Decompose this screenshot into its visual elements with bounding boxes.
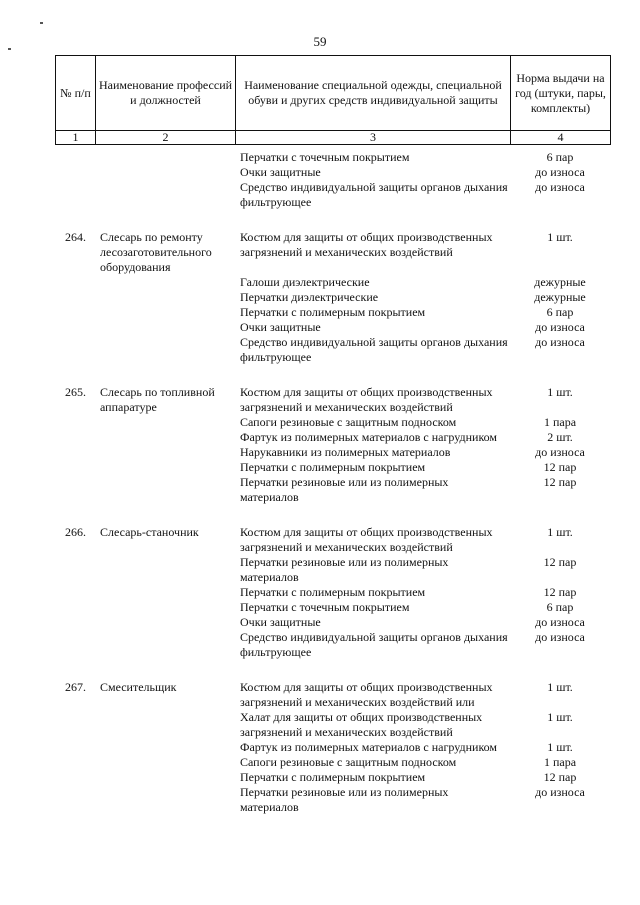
table-row bbox=[55, 460, 610, 475]
header-col-norm: Норма выдачи на год (штуки, пары, комплекты) bbox=[511, 56, 611, 131]
item-name: Перчатки с полимерным покрытием bbox=[240, 305, 426, 319]
item-name: Средство индивидуальной защиты органов дыхания фильтрующее bbox=[240, 630, 508, 659]
item-name: Халат для защиты от общих производственных загрязнений и механических воздействий bbox=[240, 710, 483, 739]
profession-group-264 bbox=[55, 230, 610, 365]
item-norm: до износа bbox=[535, 335, 585, 349]
item-norm: 1 пара bbox=[543, 755, 577, 769]
table-row bbox=[55, 770, 610, 785]
item-name: Очки защитные bbox=[240, 320, 321, 334]
item-name: Фартук из полимерных материалов с нагрудником bbox=[240, 430, 498, 444]
scan-artifact bbox=[40, 22, 43, 24]
table-row bbox=[55, 755, 610, 770]
profession-group-266 bbox=[55, 525, 610, 660]
item-name: Костюм для защиты от общих производственных загрязнений и механических воздействий bbox=[240, 230, 493, 259]
table-row bbox=[55, 430, 610, 445]
item-norm: дежурные bbox=[534, 290, 586, 304]
page-number: 59 bbox=[313, 34, 327, 49]
table-row bbox=[55, 230, 610, 275]
table-row bbox=[55, 785, 610, 815]
item-norm: 12 пар bbox=[543, 585, 577, 599]
item-name: Очки защитные bbox=[240, 165, 321, 179]
table-row bbox=[55, 290, 610, 305]
table-row bbox=[55, 385, 610, 415]
table-row bbox=[55, 630, 610, 660]
item-norm: 2 шт. bbox=[547, 430, 573, 444]
table-row bbox=[55, 150, 610, 165]
table-row bbox=[55, 180, 610, 210]
table-row bbox=[55, 740, 610, 755]
item-name: Перчатки с полимерным покрытием bbox=[240, 770, 426, 784]
item-name: Очки защитные bbox=[240, 615, 321, 629]
item-norm: до износа bbox=[535, 785, 585, 799]
item-name: Перчатки резиновые или из полимерных материалов bbox=[240, 475, 449, 504]
item-name: Костюм для защиты от общих производственных загрязнений и механических воздействий bbox=[240, 385, 493, 414]
item-norm: 12 пар bbox=[543, 770, 577, 784]
header-num-3: 3 bbox=[236, 131, 511, 145]
item-name: Костюм для защиты от общих производственных загрязнений и механических воздействий bbox=[240, 525, 493, 554]
table-row bbox=[55, 445, 610, 460]
item-name: Перчатки с полимерным покрытием bbox=[240, 460, 426, 474]
item-norm: 1 шт. bbox=[547, 740, 573, 754]
item-norm: 1 шт. bbox=[547, 525, 573, 539]
table-row bbox=[55, 475, 610, 505]
item-norm: 1 шт. bbox=[547, 680, 573, 694]
item-norm: 6 пар bbox=[546, 150, 574, 164]
table-row bbox=[55, 275, 610, 290]
item-norm: 1 пара bbox=[543, 415, 577, 429]
row-number: 264. bbox=[65, 230, 86, 244]
table-row bbox=[55, 335, 610, 365]
profession-group-265 bbox=[55, 385, 610, 505]
item-name: Сапоги резиновые с защитным подноском bbox=[240, 415, 457, 429]
profession-name: Слесарь-станочник bbox=[100, 525, 199, 539]
item-name: Средство индивидуальной защиты органов дыхания фильтрующее bbox=[240, 180, 508, 209]
item-norm: до износа bbox=[535, 630, 585, 644]
table-row bbox=[55, 710, 610, 740]
item-name: Перчатки с точечным покрытием bbox=[240, 150, 410, 164]
item-norm: 1 шт. bbox=[547, 230, 573, 244]
header-num-1: 1 bbox=[56, 131, 96, 145]
item-name: Нарукавники из полимерных материалов bbox=[240, 445, 451, 459]
item-norm: 12 пар bbox=[543, 555, 577, 569]
item-norm: до износа bbox=[535, 320, 585, 334]
header-col-profession: Наименование профессий и должностей bbox=[96, 56, 236, 131]
item-name: Перчатки с точечным покрытием bbox=[240, 600, 410, 614]
table-body bbox=[55, 150, 610, 835]
item-norm: дежурные bbox=[534, 275, 586, 289]
header-num-2: 2 bbox=[96, 131, 236, 145]
table-row bbox=[55, 680, 610, 710]
item-name: Средство индивидуальной защиты органов дыхания фильтрующее bbox=[240, 335, 508, 364]
table-row bbox=[55, 555, 610, 585]
item-name: Перчатки резиновые или из полимерных материалов bbox=[240, 785, 449, 814]
profession-name: Слесарь по ремонту лесозаготовительного оборудования bbox=[100, 230, 212, 274]
row-number: 267. bbox=[65, 680, 86, 694]
table-row bbox=[55, 305, 610, 320]
table-header bbox=[55, 55, 611, 145]
row-number: 266. bbox=[65, 525, 86, 539]
table-row bbox=[55, 525, 610, 555]
item-name: Галоши диэлектрические bbox=[240, 275, 370, 289]
item-norm: до износа bbox=[535, 615, 585, 629]
item-norm: 6 пар bbox=[546, 305, 574, 319]
table-row bbox=[55, 165, 610, 180]
profession-name: Смесительщик bbox=[100, 680, 177, 694]
item-norm: 12 пар bbox=[543, 460, 577, 474]
table-row bbox=[55, 600, 610, 615]
header-col-item: Наименование специальной одежды, специальной обуви и других средств индивидуальной защиты bbox=[236, 56, 511, 131]
header-col-number: № п/п bbox=[56, 56, 96, 131]
item-norm: до износа bbox=[535, 165, 585, 179]
item-name: Перчатки диэлектрические bbox=[240, 290, 379, 304]
item-norm: до износа bbox=[535, 445, 585, 459]
profession-name: Слесарь по топливной аппаратуре bbox=[100, 385, 215, 414]
item-name: Сапоги резиновые с защитным подноском bbox=[240, 755, 457, 769]
row-number: 265. bbox=[65, 385, 86, 399]
item-norm: 1 шт. bbox=[547, 710, 573, 724]
item-name: Фартук из полимерных материалов с нагрудником bbox=[240, 740, 498, 754]
scan-artifact bbox=[8, 48, 11, 50]
header-num-4: 4 bbox=[511, 131, 611, 145]
item-norm: 6 пар bbox=[546, 600, 574, 614]
item-norm: 1 шт. bbox=[547, 385, 573, 399]
item-norm: 12 пар bbox=[543, 475, 577, 489]
item-name: Перчатки с полимерным покрытием bbox=[240, 585, 426, 599]
table-row bbox=[55, 585, 610, 600]
item-norm: до износа bbox=[535, 180, 585, 194]
item-name: Перчатки резиновые или из полимерных материалов bbox=[240, 555, 449, 584]
table-row bbox=[55, 615, 610, 630]
table-row bbox=[55, 415, 610, 430]
table-row bbox=[55, 320, 610, 335]
profession-group-267 bbox=[55, 680, 610, 815]
continuation-group bbox=[55, 150, 610, 210]
item-name: Костюм для защиты от общих производственных загрязнений и механических воздействий или bbox=[240, 680, 493, 709]
